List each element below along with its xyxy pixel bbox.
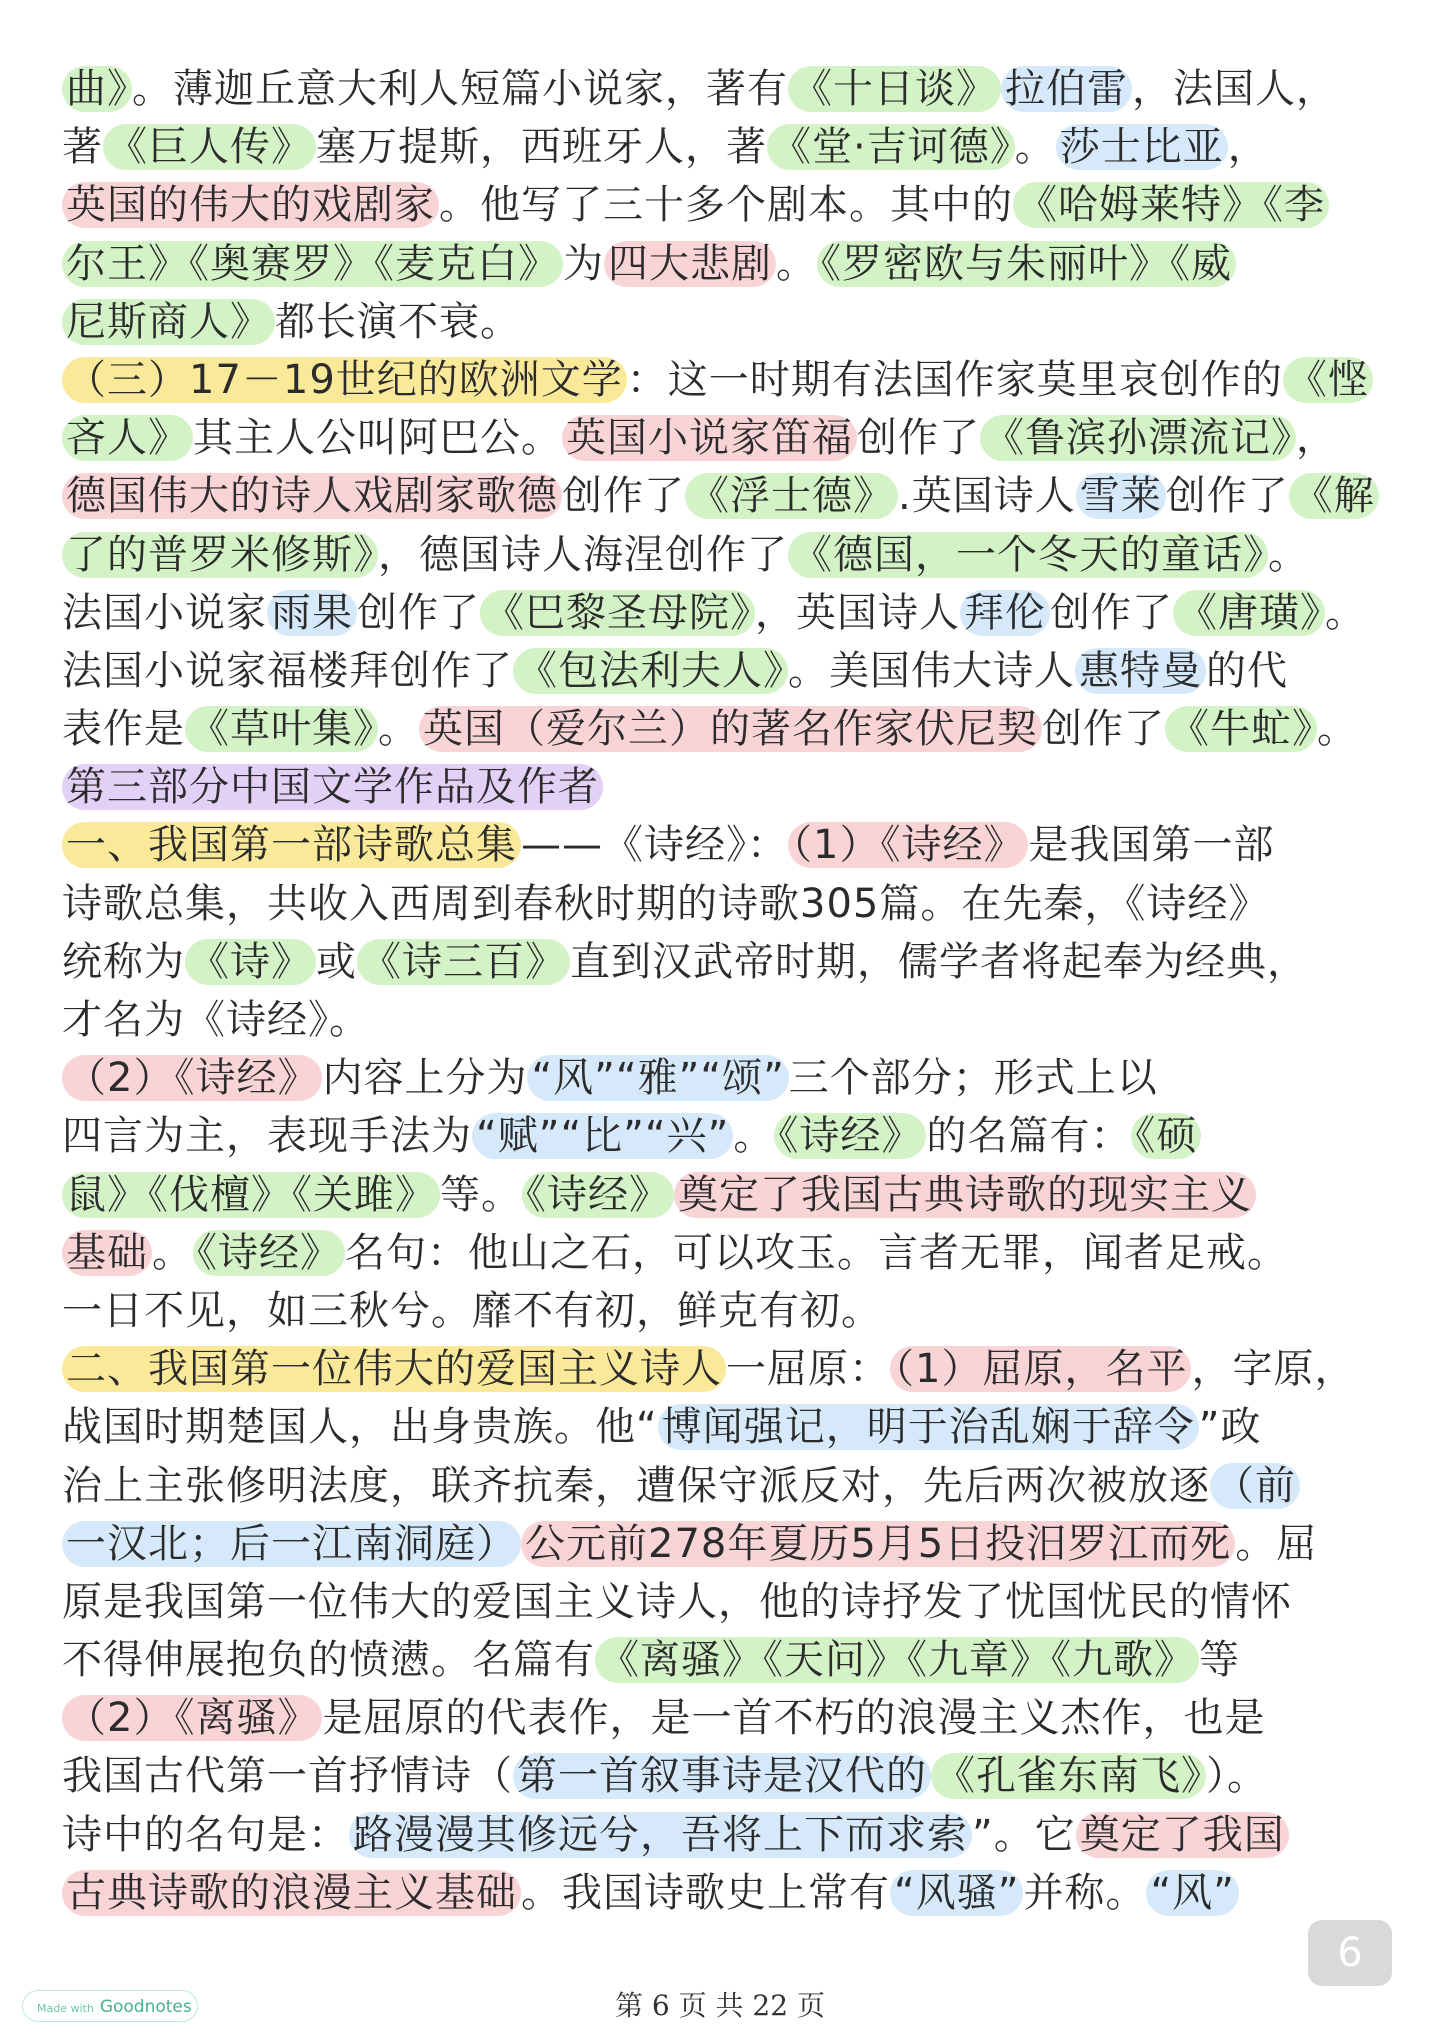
text-segment: 治上主张修明法度，联齐抗秦，遭保守派反对，先后两次被放逐 — [62, 1462, 1210, 1509]
highlighted-text: 《诗经》 — [193, 1230, 345, 1276]
text-segment: 内容上分为 — [322, 1055, 528, 1102]
highlighted-text: “赋”“比”“兴” — [472, 1113, 733, 1159]
text-line — [62, 526, 1392, 584]
text-segment: 都长演不衰。 — [275, 298, 521, 345]
text-segment: 。他写了三十多个剧本。其中的 — [439, 182, 1013, 229]
text-line — [62, 1224, 1392, 1282]
highlighted-text: 《鲁滨孙漂流记》 — [980, 415, 1296, 461]
highlighted-text: 尼斯商人》 — [62, 299, 275, 345]
highlighted-text: 第一首叙事诗是汉代的 — [513, 1753, 931, 1799]
text-line — [62, 1747, 1392, 1805]
text-segment: 其主人公叫阿巴公。 — [193, 415, 562, 462]
text-line — [62, 700, 1392, 758]
highlighted-text: （三）17－19世纪的欧洲文学 — [62, 357, 627, 403]
text-line — [62, 758, 1392, 816]
text-segment: ——《诗经》： — [521, 822, 788, 869]
text-segment: 。 — [378, 706, 419, 753]
text-segment: ）。 — [1206, 1753, 1268, 1800]
text-segment: 并称。 — [1023, 1869, 1147, 1916]
text-segment: ”。它 — [972, 1811, 1076, 1858]
text-segment: 等 — [1199, 1637, 1240, 1684]
text-segment: 创作了 — [562, 473, 685, 520]
text-segment: 。屈 — [1235, 1520, 1318, 1567]
text-line — [62, 933, 1392, 991]
highlighted-text: 一、我国第一部诗歌总集 — [62, 822, 521, 868]
highlighted-text: 博闻强记，明于治乱娴于辞令 — [658, 1404, 1199, 1450]
goodnotes-brand: Goodnotes — [99, 1997, 192, 2017]
text-line — [62, 1689, 1392, 1747]
text-line — [62, 293, 1392, 351]
text-segment: 著 — [62, 124, 103, 171]
text-segment: 。薄迦丘意大利人短篇小说家，著有 — [132, 66, 788, 112]
text-segment: 。我国诗歌史上常有 — [521, 1869, 890, 1916]
highlighted-text: 曲》 — [62, 66, 132, 112]
text-segment: 的名篇有： — [926, 1113, 1132, 1160]
highlighted-text: 《诗三百》 — [357, 939, 570, 985]
highlighted-text: 《离骚》《天问》《九章》《九歌》 — [595, 1637, 1199, 1683]
highlighted-text: 尔王》《奥赛罗》《麦克白》 — [62, 241, 563, 287]
highlighted-text: 第三部分中国文学作品及作者 — [62, 764, 603, 810]
highlighted-text: “风”“雅”“颂” — [527, 1055, 788, 1101]
page-footer: 第 6 页 共 22 页 — [615, 1989, 825, 2022]
text-segment: 一日不见，如三秋兮。靡不有初，鲜克有初。 — [62, 1287, 882, 1334]
text-segment: ，英国诗人 — [755, 589, 960, 636]
text-segment: 或 — [316, 938, 357, 985]
note-page-body — [62, 60, 1392, 1922]
text-line — [62, 1631, 1392, 1689]
highlighted-text: 《孔雀东南飞》 — [931, 1753, 1206, 1799]
text-line — [62, 409, 1392, 467]
text-line — [62, 816, 1392, 874]
text-segment: 。美国伟大诗人 — [788, 647, 1075, 694]
text-line — [62, 467, 1392, 525]
text-line — [62, 1107, 1392, 1165]
highlighted-text: 吝人》 — [62, 415, 193, 461]
made-with-label: Made with — [37, 2002, 94, 2015]
text-segment: 。 — [1268, 531, 1309, 578]
text-line — [62, 1398, 1392, 1456]
highlighted-text: “风” — [1146, 1870, 1238, 1916]
text-segment: ：这一时期有法国作家莫里哀创作的 — [626, 356, 1283, 403]
highlighted-text: 《德国，一个冬天的童话》 — [788, 532, 1268, 578]
text-line — [62, 991, 1392, 1049]
highlighted-text: 《罗密欧与朱丽叶》《威 — [817, 241, 1236, 287]
text-segment: 三个部分；形式上以 — [788, 1055, 1158, 1102]
text-segment: 原是我国第一位伟大的爱国主义诗人，他的诗抒发了忧国忧民的情怀 — [62, 1578, 1292, 1625]
highlighted-text: （1）《诗经》 — [788, 822, 1028, 868]
text-line — [62, 1166, 1392, 1224]
text-segment: 诗中的名句是： — [62, 1811, 349, 1858]
highlighted-text: 基础 — [62, 1230, 152, 1276]
highlighted-text: 《诗》 — [185, 939, 316, 985]
text-line — [62, 118, 1392, 176]
text-segment: 诗歌总集，共收入西周到春秋时期的诗歌305篇。在先秦，《诗经》 — [62, 880, 1270, 927]
made-with-goodnotes-badge — [22, 1990, 198, 2022]
text-line — [62, 1806, 1392, 1864]
text-segment: 创作了 — [1165, 473, 1289, 520]
text-segment: 法国小说家福楼拜创作了 — [62, 647, 513, 694]
text-segment: 直到汉武帝时期，儒学者将起奉为经典， — [570, 938, 1308, 985]
text-segment: 法国小说家 — [62, 589, 267, 636]
text-segment: 表作是 — [62, 706, 185, 753]
text-line — [62, 235, 1392, 293]
text-line — [62, 351, 1392, 409]
highlighted-text: 二、我国第一位伟大的爱国主义诗人 — [62, 1346, 726, 1392]
highlighted-text: 《包法利夫人》 — [513, 648, 788, 694]
text-segment: ，字原， — [1191, 1346, 1356, 1393]
text-segment: ，德国诗人海涅创作了 — [378, 531, 788, 578]
text-segment: 为 — [563, 240, 604, 287]
text-segment: 是我国第一部 — [1028, 822, 1275, 869]
highlighted-text: 奠定了我国古典诗歌的现实主义 — [674, 1172, 1256, 1218]
highlighted-text: 英国小说家笛福 — [562, 415, 857, 461]
highlighted-text: 雨果 — [267, 590, 357, 636]
highlighted-text: 拜伦 — [960, 590, 1050, 636]
text-segment: 创作了 — [357, 589, 480, 636]
text-line — [62, 1049, 1392, 1107]
highlighted-text: 公元前278年夏历5月5日投汨罗江而死 — [521, 1521, 1235, 1567]
text-segment: 。 — [1317, 706, 1358, 753]
highlighted-text: 《草叶集》 — [185, 706, 378, 752]
highlighted-text: 《唐璜》 — [1173, 590, 1325, 636]
text-line — [62, 1457, 1392, 1515]
text-line — [62, 1573, 1392, 1631]
highlighted-text: 莎士比亚 — [1056, 124, 1228, 170]
highlighted-text: 《解 — [1289, 473, 1379, 519]
text-segment: ， — [1296, 415, 1337, 462]
text-segment: 创作了 — [857, 415, 980, 462]
highlighted-text: 一汉北；后一江南洞庭） — [62, 1521, 521, 1567]
text-segment: 四言为主，表现手法为 — [62, 1113, 472, 1160]
highlighted-text: 鼠》《伐檀》《关雎》 — [62, 1172, 440, 1218]
highlighted-text: 四大悲剧 — [604, 241, 776, 287]
text-segment: 。 — [1014, 124, 1056, 171]
text-segment: .英国诗人 — [898, 473, 1076, 520]
highlighted-text: 惠特曼 — [1075, 648, 1206, 694]
highlighted-text: 《十日谈》 — [788, 66, 1001, 112]
text-line — [62, 60, 1392, 118]
highlighted-text: 雪莱 — [1076, 473, 1166, 519]
text-line — [62, 875, 1392, 933]
text-line — [62, 1282, 1392, 1340]
text-segment: 塞万提斯，西班牙人，著 — [316, 124, 767, 171]
text-segment: 是屈原的代表作，是一首不朽的浪漫主义杰作，也是 — [322, 1695, 1266, 1742]
highlighted-text: 《诗经》 — [522, 1172, 674, 1218]
highlighted-text: 《哈姆莱特》《李 — [1013, 182, 1329, 228]
text-segment: 。 — [1325, 589, 1366, 636]
text-segment: 。 — [776, 240, 817, 287]
text-segment: ， — [1227, 124, 1269, 171]
text-segment: 的代 — [1206, 647, 1288, 694]
page-number-badge: 6 — [1308, 1920, 1392, 1986]
highlighted-text: （2）《离骚》 — [62, 1695, 322, 1741]
highlighted-text: 《浮士德》 — [685, 473, 898, 519]
text-segment: 统称为 — [62, 938, 185, 985]
text-segment: ，法国人， — [1132, 66, 1337, 112]
text-segment: ”政 — [1198, 1404, 1262, 1451]
highlighted-text: 英国的伟大的戏剧家 — [62, 182, 439, 228]
highlighted-text: 《诗经》 — [774, 1113, 926, 1159]
highlighted-text: 《巨人传》 — [103, 124, 316, 170]
highlighted-text: 古典诗歌的浪漫主义基础 — [62, 1870, 521, 1916]
text-segment: 。 — [733, 1113, 775, 1160]
text-segment: 创作了 — [1050, 589, 1173, 636]
text-segment: 一屈原： — [726, 1346, 890, 1393]
highlighted-text: 《硕 — [1131, 1113, 1201, 1159]
text-segment: 。 — [152, 1229, 193, 1276]
text-segment: 等。 — [440, 1171, 522, 1218]
text-line — [62, 1515, 1392, 1573]
highlighted-text: 路漫漫其修远兮，吾将上下而求索 — [349, 1812, 972, 1858]
text-segment: 我国古代第一首抒情诗（ — [62, 1753, 513, 1800]
text-line — [62, 584, 1392, 642]
text-segment: 名句：他山之石，可以攻玉。言者无罪，闻者足戒。 — [345, 1229, 1288, 1276]
highlighted-text: 《牛虻》 — [1165, 706, 1317, 752]
text-line — [62, 642, 1392, 700]
highlighted-text: 奠定了我国 — [1076, 1812, 1289, 1858]
highlighted-text: “风骚” — [890, 1870, 1023, 1916]
highlighted-text: （1）屈原，名平 — [890, 1346, 1191, 1392]
highlighted-text: （2）《诗经》 — [62, 1055, 322, 1101]
text-line — [62, 1864, 1392, 1922]
text-segment: 不得伸展抱负的愤懑。名篇有 — [62, 1637, 595, 1684]
highlighted-text: （前 — [1210, 1463, 1300, 1509]
highlighted-text: 拉伯雷 — [1001, 66, 1132, 112]
highlighted-text: 《巴黎圣母院》 — [480, 590, 755, 636]
text-segment: 战国时期楚国人，出身贵族。他“ — [62, 1404, 658, 1451]
highlighted-text: 《堂·吉诃德》 — [767, 124, 1015, 170]
text-segment: 才名为《诗经》。 — [62, 997, 370, 1043]
highlighted-text: 了的普罗米修斯》 — [62, 532, 378, 578]
text-line — [62, 1340, 1392, 1398]
highlighted-text: 德国伟大的诗人戏剧家歌德 — [62, 473, 562, 519]
highlighted-text: 《悭 — [1283, 357, 1373, 403]
text-line — [62, 176, 1392, 234]
highlighted-text: 英国（爱尔兰）的著名作家伏尼契 — [419, 706, 1042, 752]
text-segment: 创作了 — [1042, 706, 1165, 753]
